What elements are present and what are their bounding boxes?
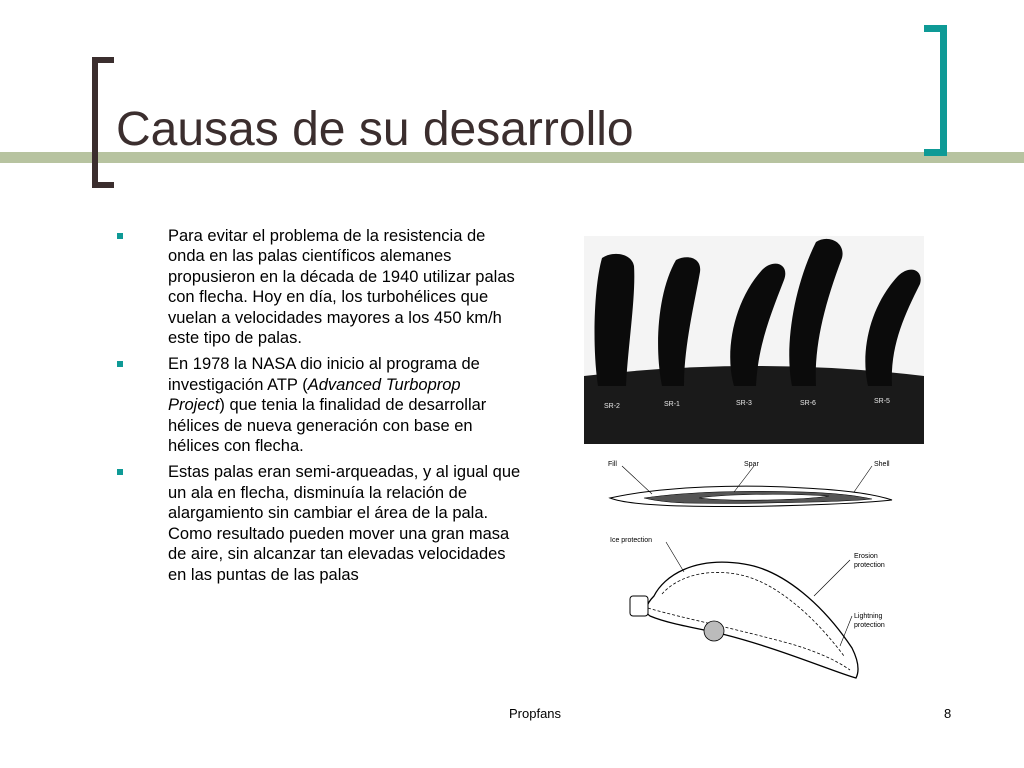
blade-label: SR-3 bbox=[736, 400, 752, 407]
blade-label: SR-2 bbox=[604, 403, 620, 410]
bullet-text: Estas palas eran semi-arqueadas, y al igual que un ala en flecha, disminuía la relación de alargamiento sin cambiar el área de la pala. Como resultado pueden mover una gran masa de aire, sin alcanzar tan elevadas velocidades en las puntas de las palas bbox=[168, 463, 521, 584]
bullet-item bbox=[117, 462, 522, 584]
bullet-item bbox=[117, 226, 522, 348]
diagram-label-lightning-1: Lightning bbox=[854, 613, 883, 620]
right-bracket-decoration bbox=[924, 25, 947, 156]
diagram-label-erosion-1: Erosion bbox=[854, 553, 878, 560]
footer-title: Propfans bbox=[509, 706, 562, 721]
diagram-label-erosion-2: protection bbox=[854, 562, 885, 569]
diagram-label-fill: Fill bbox=[608, 461, 617, 468]
blade-cross-section-diagram bbox=[604, 456, 904, 688]
bullet-text: Para evitar el problema de la resistencia de onda en las palas científicos alemanes propusieron en la década de 1940 utilizar palas con flecha. Hoy en día, los turbohélices que vuelan a velocidades mayores a los 450 km/h este tipo de palas. bbox=[168, 227, 515, 348]
left-bracket-decoration bbox=[92, 57, 114, 188]
propfan-blades-photo bbox=[584, 236, 924, 444]
blade-label: SR-6 bbox=[800, 400, 816, 407]
blade-label: SR-1 bbox=[664, 401, 680, 408]
bullet-list bbox=[117, 226, 522, 591]
bullet-item bbox=[117, 354, 522, 456]
slide-title: Causas de su desarrollo bbox=[116, 103, 634, 156]
blade-label: SR-5 bbox=[874, 398, 890, 405]
diagram-label-spar: Spar bbox=[744, 461, 759, 468]
page-number: 8 bbox=[944, 706, 952, 721]
bullet-square-icon bbox=[117, 233, 123, 239]
diagram-label-shell: Shell bbox=[874, 461, 890, 468]
bullet-square-icon bbox=[117, 469, 123, 475]
bullet-text-italic: Advanced Turboprop Project bbox=[168, 375, 461, 415]
diagram-label-lightning-2: protection bbox=[854, 622, 885, 629]
bullet-text-after: ) que tenia la finalidad de desarrollar hélices de nueva generación con base en hélices con flecha. bbox=[168, 396, 487, 456]
bullet-square-icon bbox=[117, 361, 123, 367]
diagram-label-ice: Ice protection bbox=[610, 537, 653, 544]
bullet-text-before: En 1978 la NASA dio inicio al programa de investigación ATP ( bbox=[168, 355, 480, 394]
